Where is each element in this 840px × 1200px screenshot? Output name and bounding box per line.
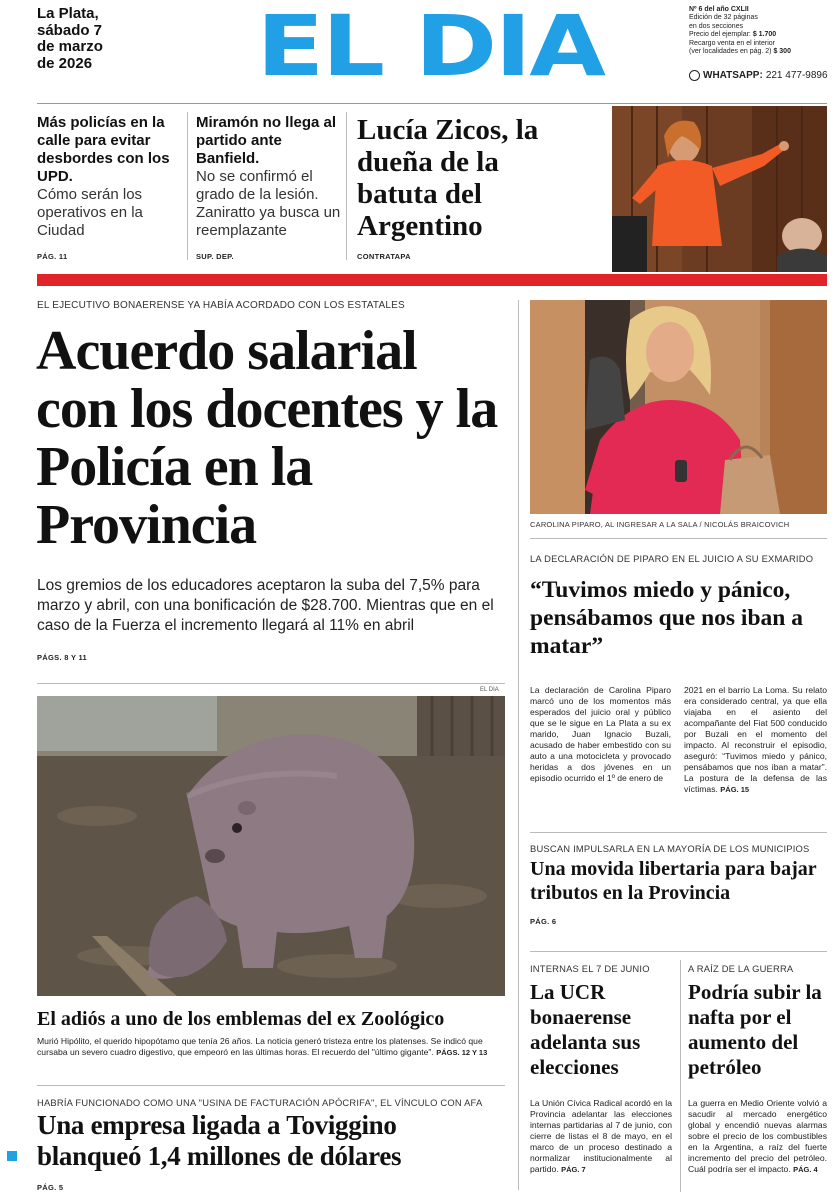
date-day: sábado 7	[37, 21, 103, 39]
date-month: de marzo	[37, 38, 103, 55]
masthead-divider	[37, 103, 827, 104]
whatsapp-icon	[689, 70, 700, 81]
libertaria-kicker: BUSCAN IMPULSARLA EN LA MAYORÍA DE LOS MUNICIPIOS	[530, 843, 810, 854]
top-story-miramon-page: SUP. DEP.	[196, 252, 234, 261]
hippo-body-text: Murió Hipólito, el querido hipopótamo que tenía 26 años. La noticia generó tristeza entre los platenses. Se indicó que cursaba un severo cuadro digestivo, que empeoró en las últimas horas. El recuerdo del "último gigante".	[37, 1036, 483, 1057]
logo-text: EL DIA	[256, 0, 604, 95]
nafta-kicker: A RAÍZ DE LA GUERRA	[688, 963, 794, 974]
nafta-body	[688, 1098, 827, 1175]
top-story-miramon-bold: Miramón no llega al partido ante Banfield.	[196, 114, 337, 167]
red-band	[37, 274, 827, 286]
top-story-police-text: Cómo serán los operativos en la Ciudad	[37, 186, 143, 239]
nafta-body-text: La guerra en Medio Oriente volvió a sacudir al mercado energético global y encendió nuevas alarmas sobre el precio de los combustibles en la Argentina, a raíz del fuerte incremento del precio del petróleo. Cuál podría ser el impacto.	[688, 1098, 827, 1174]
piparo-headline[interactable]: “Tuvimos miedo y pánico, pensábamos que nos iban a matar”	[530, 577, 803, 659]
top-divider-1	[187, 112, 188, 260]
hippo-body	[37, 1036, 507, 1058]
main-story-kicker: EL EJECUTIVO BONAERENSE YA HABÍA ACORDADO CON LOS ESTATALES	[37, 300, 405, 311]
main-story-headline[interactable]: Acuerdo salarial con los docentes y la Policía en la Provincia	[36, 320, 498, 556]
edition-sections: en dos secciones	[689, 22, 744, 30]
nafta-headline[interactable]: Podría subir la nafta por el aumento del petróleo	[688, 980, 822, 1079]
toviggino-marker	[7, 1151, 17, 1161]
toviggino-headline[interactable]: Una empresa ligada a Toviggino blanqueó 1,4 millones de dólares	[37, 1110, 402, 1171]
hippo-headline[interactable]: El adiós a uno de los emblemas del ex Zoológico	[37, 1008, 445, 1030]
bottom-right-divider	[680, 960, 681, 1192]
top-story-miramon-text: No se confirmó el grado de la lesión. Zaniratto ya busca un reemplazante	[196, 168, 341, 239]
price-label: Precio del ejemplar:	[689, 31, 751, 39]
hippo-photo-credit: EL DIA	[480, 687, 499, 693]
piparo-photo-divider	[530, 538, 827, 539]
whatsapp-number: 221 477-9896	[765, 70, 828, 81]
top-story-zicos-page: CONTRATAPA	[357, 252, 411, 261]
hippo-photo	[37, 696, 505, 996]
top-story-miramon[interactable]	[196, 114, 342, 240]
ucr-page: PÁG. 7	[561, 1165, 586, 1174]
zicos-photo	[612, 106, 827, 272]
libertaria-page: PÁG. 6	[530, 917, 557, 926]
masthead-date	[37, 6, 103, 72]
main-story-deck: Los gremios de los educadores aceptaron la suba del 7,5% para marzo y abril, con una bonificación de $28.700. Mientras que en el caso de la Fuerza el incremento llegará al 11% en abril	[37, 577, 494, 634]
top-story-police-page: PÁG. 11	[37, 252, 68, 261]
top-story-police-bold: Más policías en la calle para evitar desbordes con los UPD.	[37, 114, 170, 185]
nafta-page: PÁG. 4	[793, 1165, 818, 1174]
top-divider-2	[346, 112, 347, 260]
ucr-body	[530, 1098, 672, 1175]
libertaria-headline[interactable]: Una movida libertaria para bajar tributos en la Provincia	[530, 858, 817, 904]
piparo-divider	[530, 832, 827, 833]
whatsapp-label: WHATSAPP:	[703, 70, 763, 81]
piparo-photo	[530, 300, 827, 514]
main-divider	[37, 683, 505, 684]
surcharge-value: $ 300	[773, 48, 791, 56]
toviggino-page: PÁG. 5	[37, 1183, 64, 1192]
hippo-page: PÁGS. 12 Y 13	[436, 1048, 488, 1057]
piparo-col2-text: 2021 en el barrio La Loma. Su relato era considerado central, ya que ella viajaba en el asiento del acompañante del Fiat 500 conducido por Buzali en el momento del impacto. Al reconstruir el episodio, aseguró: “Tuvimos miedo y pánico, pensábamos que nos iban a matar”. La postura de la defensa de las víctimas.	[684, 685, 827, 794]
piparo-caption: CAROLINA PIPARO, AL INGRESAR A LA SALA / NICOLÁS BRAICOVICH	[530, 520, 790, 529]
masthead-logo	[203, 0, 657, 95]
date-city: La Plata,	[37, 5, 99, 22]
ucr-headline[interactable]: La UCR bonaerense adelanta sus elecciones	[530, 980, 641, 1079]
libertaria-divider	[530, 951, 827, 952]
surcharge-line1: Recargo venta en el interior	[689, 39, 775, 47]
main-story-page: PÁGS. 8 Y 11	[37, 653, 88, 662]
toviggino-kicker: HABRÍA FUNCIONADO COMO UNA "USINA DE FACTURACIÓN APÓCRIFA", EL VÍNCULO CON AFA	[37, 1097, 483, 1108]
piparo-col2	[684, 685, 827, 795]
piparo-page: PÁG. 15	[720, 785, 750, 794]
date-year: de 2026	[37, 54, 93, 72]
edition-pages: Edición de 32 páginas	[689, 14, 758, 22]
piparo-col1: La declaración de Carolina Piparo marcó uno de los momentos más esperados del juicio oral y público que se le sigue en La Plata a su ex marido, Juan Ignacio Buzali, acusado de haber embestido con su auto a una motocicleta y provocado heridas a dos jóvenes en un episodio ocurrido el 1º de enero de	[530, 685, 671, 783]
hippo-divider	[37, 1085, 505, 1086]
top-story-police[interactable]	[37, 114, 187, 240]
whatsapp-line[interactable]	[689, 70, 828, 81]
column-divider	[518, 300, 519, 1190]
top-story-zicos-headline[interactable]: Lucía Zicos, la dueña de la batuta del Argentino	[357, 114, 539, 242]
ucr-kicker: INTERNAS EL 7 DE JUNIO	[530, 963, 650, 974]
ucr-body-text: La Unión Cívica Radical acordó en la Provincia adelantar las elecciones internas partidarias al 7 de junio, con cierre de listas el 8 de mayo, en el marco de un proceso destinado a normalizar institucionalmente al partido.	[530, 1098, 672, 1174]
piparo-kicker: LA DECLARACIÓN DE PIPARO EN EL JUICIO A SU EXMARIDO	[530, 553, 814, 564]
edition-info	[689, 6, 791, 56]
price-value: $ 1.700	[752, 31, 777, 39]
edition-number: Nº 6 del año CXLII	[689, 6, 749, 13]
surcharge-line2: (ver localidades en pág. 2)	[689, 48, 772, 56]
